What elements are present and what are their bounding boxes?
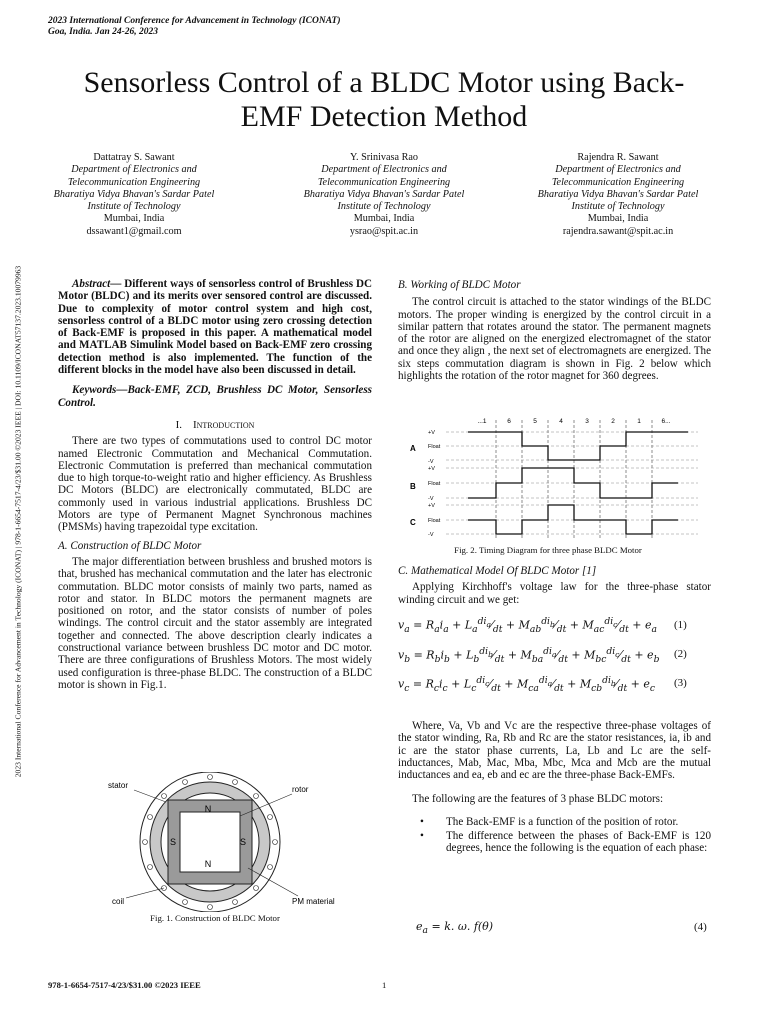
working-paragraph: The control circuit is attached to the stator windings of the BLDC motors. The proper winding is energized by the control circuit in a similar pattern that rotates around the stator. The permanent magnets of the rotor are aligned on the energized electromagnet of the stator and once they align , the next set of electromagnets are energized. The six steps commutation diagram is shown in Fig. 2 below which highlights the rotation of the rotor magnet for 360 degrees. [398,296,711,383]
author-dept: Department of Electronics and [71,164,197,176]
page-number: 1 [382,980,387,990]
author-dept: Telecommunication Engineering [67,176,201,188]
author-institute: Institute of Technology [337,201,431,213]
figure-2-caption: Fig. 2. Timing Diagram for three phase BLDC Motor [454,545,642,555]
abstract-dash: — [110,278,122,290]
equation-number: (2) [674,648,687,660]
step-label: 2 [611,418,615,425]
figure-1-caption: Fig. 1. Construction of BLDC Motor [150,913,280,923]
level-label-float: Float [428,518,441,524]
keywords-label: Keywords— [72,384,128,397]
list-item: • The difference between the phases of Back-EMF is 120 degrees, hence the following is the equation of each phase: [446,830,711,855]
author-dept: Telecommunication Engineering [551,176,685,188]
construction-paragraph: The major differentiation between brushless and brushed motors is that, brushed has mechanical commutation and the later has electronic commutation. BLDC motor consists of mainly two parts, named as rotor and stator. In BLDC motors the permanent magnets are positioned on rotor, and the stator consists of number of poles windings. The control circuit and the stator assembly are integrated together and connected. The above description clearly indicates a constructional variance between brushless DC motor and DC motor. There are three configurations of Brushless Motors. The most widely used configuration is three-phase BLDC. The construction of a BLDC motor is shown in Fig.1. [58,555,372,691]
label-rotor: rotor [292,785,309,794]
left-column [58,278,372,691]
author-institute: Bharatiya Vidya Bhavan's Sardar Patel [53,188,215,200]
level-label-float: Float [428,481,441,487]
author-email[interactable]: ysrao@spit.ac.in [349,225,419,237]
abstract-text: Different ways of sensorless control of Brushless DC Motor (BLDC) and its merits over sensored control are discussed. Due to complexity of motor control system and high cost, sensorless control of a BLDC motor using zero crossing detection of Back-EMF is proposed in this paper. A mathematical model and MATLAB Simulink Model based on Back-EMF zero crossing detection method is also implemented. The function of the different blocks in the model have also been discussed in detail. [58,278,372,377]
pole-label-n: N [204,804,212,814]
author-institute: Bharatiya Vidya Bhavan's Sardar Patel [303,188,465,200]
phase-label: B [410,482,416,491]
section-heading-introduction [58,419,372,431]
phase-c-trace [410,503,698,538]
paper-title [40,66,728,134]
phase-waveform [468,505,678,534]
intro-paragraph: There are two types of commutations used to control DC motor named Electronic Commutation and Mechanical Commutation. Electronic Commutation is preferred than mechanical commutation due to high torque-to-weight ratio and higher efficiency. As Brushless DC Motors (BLDC) are electronically commutated, BLDC are commonly used in various industrial applications. Brushless DC Motors are type of Permanent Magnet Synchronous machines (PMSMs) having trapezoidal type excitation. [58,435,372,534]
sidebar-doi [10,180,26,870]
label-pm-material: PM material [292,897,335,906]
timing-diagram [398,412,711,544]
coil-slot [273,840,278,845]
equation-2: $v_b = R_bi_b$ + $L_b^{di_b}⁄_{dt}$ + $M_{ba}^{di_a}⁄_{dt}$ + $M_{bc}^{di_c}⁄_{dt} + e_b$ [398,646,660,665]
coil-slot [208,775,213,780]
phase-b-trace [410,466,698,502]
phase-label: C [410,518,416,527]
author-block [264,152,504,238]
label-coil-leader [126,888,164,898]
title-line-2: EMF Detection Method [240,100,528,133]
author-city: Mumbai, India [353,213,415,225]
coil-slot [268,815,273,820]
sidebar-doi-text: 2023 International Conference for Advancement in Technology (ICONAT) | 978-1-6654-7517-4/23/$31.00 ©2023 IEEE | DOI: 10.1109/ICONAT57137.2023.10079963 [13,265,23,778]
equation-number: (1) [674,619,687,631]
level-label-plus: +V [428,466,435,472]
level-label-minus: -V [428,532,434,538]
right-column-top [398,279,711,382]
coil-slot [143,840,148,845]
step-label: ...1 [477,418,487,425]
pole-label-n: N [204,859,212,869]
features-list [398,816,711,855]
pole-label-s: S [169,837,177,847]
pole-label-s: S [239,837,247,847]
phase-a-trace [410,430,698,465]
level-label-minus: -V [428,496,434,502]
abstract [58,278,372,376]
author-name: Y. Srinivasa Rao [349,152,418,163]
coil-slot [254,886,259,891]
step-label: 3 [585,418,589,425]
label-stator: stator [108,781,129,790]
author-email[interactable]: dssawant1@gmail.com [86,225,182,237]
author-city: Mumbai, India [587,213,649,225]
coil-slot [233,780,238,785]
keywords [58,384,372,409]
equation-3: $v_c = R_ci_c$ + $L_c^{di_c}⁄_{dt}$ + $M_{ca}^{di_a}⁄_{dt}$ + $M_{cb}^{di_b}⁄_{dt} + e_c$ [398,675,656,694]
section-number: I. [175,418,182,431]
step-label: 4 [559,418,563,425]
coil-slot [148,815,153,820]
author-dept: Telecommunication Engineering [317,176,451,188]
equation-4: $e_a = k$. ω. f(θ) [416,920,494,937]
author-block [498,152,738,238]
coil-slot [162,794,167,799]
subsection-heading-working: B. Working of BLDC Motor [398,279,521,291]
author-dept: Department of Electronics and [321,164,447,176]
step-label: 5 [533,418,537,425]
coil-slot [183,900,188,905]
keywords-text: Back-EMF, ZCD, Brushless DC Motor, Sensorless Control. [58,384,372,409]
bldc-construction-figure [108,772,348,912]
author-email[interactable]: rajendra.sawant@spit.ac.in [562,225,674,237]
author-institute: Bharatiya Vidya Bhavan's Sardar Patel [537,188,699,200]
equation-number: (4) [694,921,707,933]
coil-slot [208,905,213,910]
level-label-float: Float [428,444,441,450]
conference-location: Goa, India. Jan 24-26, 2023 [48,27,159,37]
author-dept: Department of Electronics and [555,164,681,176]
step-label: 6 [507,418,511,425]
subsection-heading-construction: A. Construction of BLDC Motor [58,539,202,552]
step-label: 1 [637,418,641,425]
coil-slot [183,780,188,785]
list-item: • The Back-EMF is a function of the position of rotor. [446,816,711,828]
author-name: Rajendra R. Sawant [577,152,659,163]
section-title: Introduction [192,418,255,431]
level-label-plus: +V [428,430,435,436]
author-name: Dattatray S. Sawant [93,152,175,163]
level-label-plus: +V [428,503,435,509]
author-institute: Institute of Technology [571,201,665,213]
abstract-label: Abstract [72,278,111,290]
model-intro-paragraph: Applying Kirchhoff's voltage law for the three-phase stator winding circuit and we get: [398,581,711,606]
label-coil: coil [112,897,125,906]
coil-slot [148,865,153,870]
step-label: 6... [661,418,671,425]
phase-label: A [410,444,416,453]
level-label-minus: -V [428,459,434,465]
coil-slot [233,900,238,905]
right-column-bottom [398,720,711,857]
coil-slot [268,865,273,870]
subsection-heading-model: C. Mathematical Model Of BLDC Motor [1] [398,565,597,577]
author-city: Mumbai, India [103,213,165,225]
footer-copyright: 978-1-6654-7517-4/23/$31.00 ©2023 IEEE [48,980,201,990]
coil-slot [254,794,259,799]
equation-number: (3) [674,677,687,689]
author-block [14,152,254,238]
conference-name: 2023 International Conference for Advancement in Technology (ICONAT) [48,16,341,26]
title-line-1: Sensorless Control of a BLDC Motor using Back- [83,66,685,99]
conference-header [48,16,341,38]
features-intro: The following are the features of 3 phase BLDC motors: [412,793,664,806]
right-column-model [398,565,711,606]
equation-1: $v_a = R_ai_a$ + $L_a^{di_a}⁄_{dt}$ + $M_{ab}^{di_b}⁄_{dt}$ + $M_{ac}^{di_c}⁄_{dt} + e_a$ [398,616,658,635]
author-institute: Institute of Technology [87,201,181,213]
where-paragraph: Where, Va, Vb and Vc are the respective three-phase voltages of the stator winding, Ra, Rb and Rc are the stator resistances, ia, ib and ic are the stator phase currents, La, Lb and Lc are the self-inductances, Mab, Mac, Mba, Mbc, Mca and Mcb are the mutual inductances and ea, eb and ec are the three-phase Back-EMFs. [398,720,711,782]
